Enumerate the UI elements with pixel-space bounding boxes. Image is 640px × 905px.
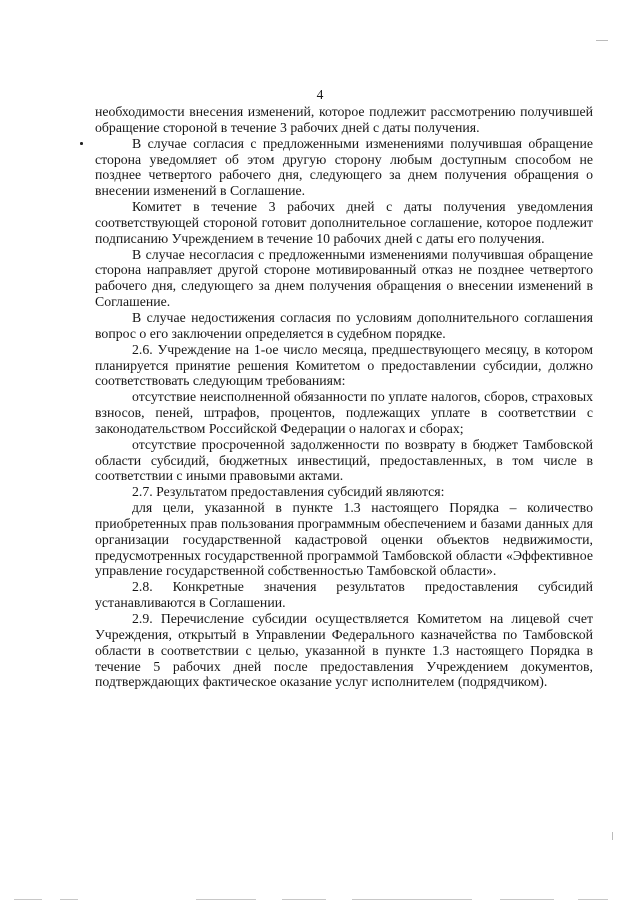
scan-mark-right-lower [612, 832, 613, 840]
paragraph-court: В случае недостижения согласия по условиям дополнительного соглашения вопрос о его заключении определяется в судебном порядке. [95, 309, 593, 341]
paragraph-2-6: 2.6. Учреждение на 1-ое число месяца, предшествующего месяцу, в котором планируется принятие решения Комитетом о предоставлении субсидии, должно соответствовать следующим требованиям: [95, 341, 593, 389]
paragraph-2-8: 2.8. Конкретные значения результатов предоставления субсидий устанавливаются в Соглашении. [95, 579, 593, 611]
margin-dot-mark [80, 142, 83, 145]
document-body [95, 104, 593, 690]
paragraph-tax-requirement: отсутствие неисполненной обязанности по уплате налогов, сборов, страховых взносов, пеней, штрафов, процентов, подлежащих уплате в соответствии с законодательством Российской Федерации о налогах и сборах; [95, 389, 593, 436]
paragraph-consent: В случае согласия с предложенными изменениями получившая обращение сторона уведомляет об этом другую сторону любым доступным способом не позднее четвертого рабочего дня, следующего за днем получения обращения о внесении изменений в Соглашение. [95, 135, 593, 199]
paragraph-result: для цели, указанной в пункте 1.3 настоящего Порядка – количество приобретенных прав пользования программным обеспечением и базами данных для организации государственной кадастровой оценки объектов недвижимости, предусмотренных государственной программой Тамбовской области «Эффективное управление государственной собственностью Тамбовской области». [95, 500, 593, 579]
paragraph-2-9: 2.9. Перечисление субсидии осуществляется Комитетом на лицевой счет Учреждения, открытый в Управлении Федерального казначейства по Тамбовской области в соответствии с целью, указанной в пункте 1.3 настоящего Порядка в течение 5 рабочих дней после предоставления Учреждением документов, подтверждающих фактическое оказание услуг исполнителем (подрядчиком). [95, 611, 593, 690]
paragraph-continuation: необходимости внесения изменений, которое подлежит рассмотрению получившей обращение стороной в течение 3 рабочих дней с даты получения. [95, 104, 593, 135]
scan-mark-top-right [596, 40, 608, 41]
paragraph-2-7: 2.7. Результатом предоставления субсидий являются: [132, 484, 445, 500]
scan-bottom-edge [0, 896, 640, 905]
paragraph-debt-requirement: отсутствие просроченной задолженности по возврату в бюджет Тамбовской области субсидий, бюджетных инвестиций, предоставленных, в том числе в соответствии с иными правовыми актами. [95, 436, 593, 484]
page-number: 4 [316, 87, 324, 102]
paragraph-committee-agreement: Комитет в течение 3 рабочих дней с даты получения уведомления соответствующей стороной готовит дополнительное соглашение, которое подлежит подписанию Учреждением в течение 10 рабочих дней с даты его получения. [95, 199, 593, 246]
paragraph-disagreement: В случае несогласия с предложенными изменениями получившая обращение сторона направляет другой стороне мотивированный отказ не позднее четвертого рабочего дня, следующего за днем получения обращения о внесении изменений в Соглашение. [95, 246, 593, 310]
